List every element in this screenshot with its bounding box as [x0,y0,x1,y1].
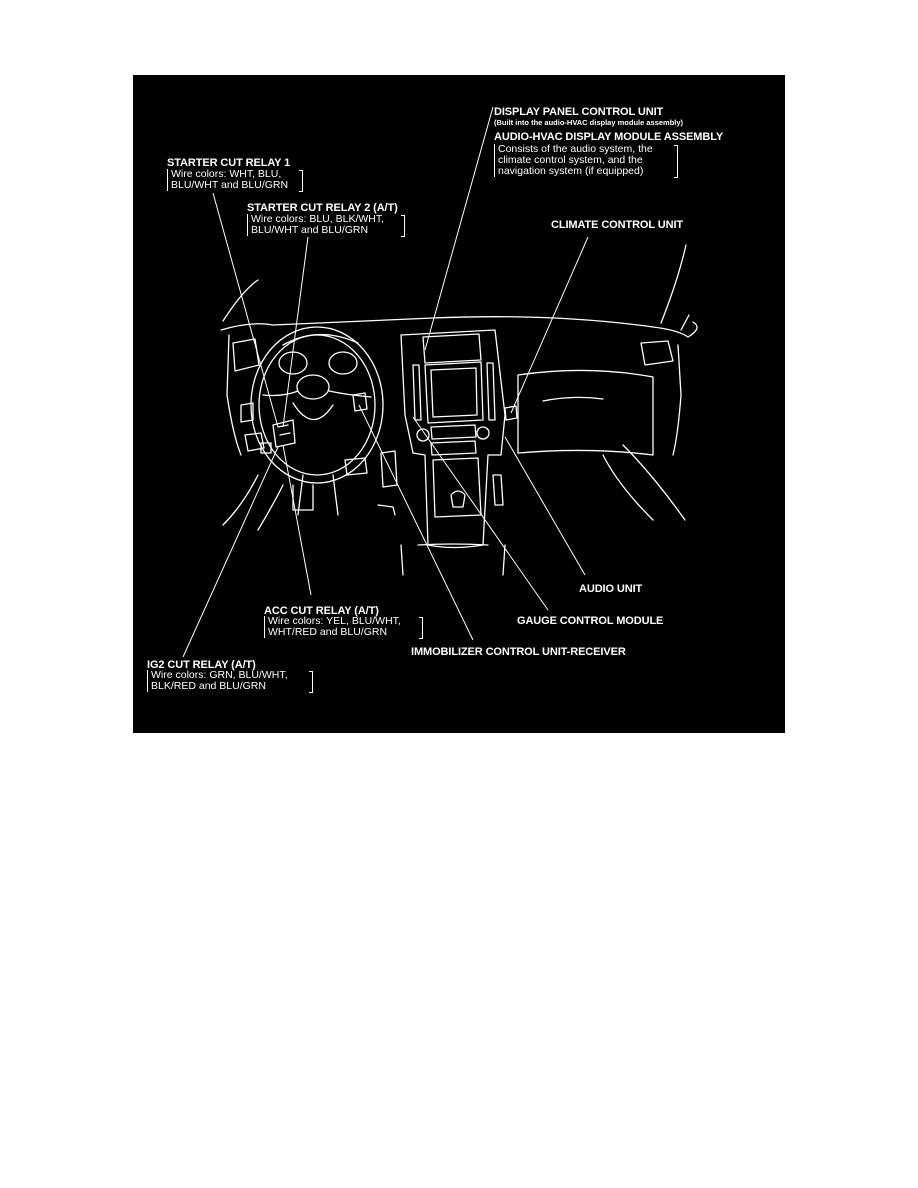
ig2-relay-title: IG2 CUT RELAY (A/T) [147,659,256,671]
label-starter-cut-relay-1 [167,157,291,191]
leader-acc-relay [283,445,311,595]
label-ig2-cut-relay [147,659,288,692]
leader-starter-relay-2 [283,237,308,427]
leader-display-panel [425,107,493,350]
floor-left [293,485,313,510]
audio-hvac-description [494,144,653,177]
starter-relay-1-title: STARTER CUT RELAY 1 [167,157,291,169]
passenger-vent [641,341,673,365]
stack-buttons-right [487,363,495,420]
steering-wheel-outer [251,327,383,483]
ig2-relay-line-2: BLK/RED and BLU/GRN [147,681,288,692]
glovebox-handle [543,397,603,401]
passenger-side [673,345,681,455]
passenger-floor [603,445,685,520]
dashboard-component-diagram [133,75,785,733]
starter-relay-1-bracket [299,170,303,192]
ig2-relay-line-1: Wire colors: GRN, BLU/WHT, [147,670,288,681]
display-panel [425,362,483,423]
display-screen [431,368,477,417]
starter-relay-1-wires [167,169,288,191]
label-gauge-control-module [517,615,663,627]
display-panel-title: DISPLAY PANEL CONTROL UNIT [494,106,664,118]
acc-relay-title: ACC CUT RELAY (A/T) [264,605,379,617]
immobilizer-title: IMMOBILIZER CONTROL UNIT-RECEIVER [411,646,626,658]
label-audio-hvac-module [494,131,724,177]
windshield-pillar-left [223,280,258,321]
gauge-control-title: GAUGE CONTROL MODULE [517,615,664,627]
steering-hub-lower [293,403,333,420]
acc-relay-wires [264,616,401,638]
console [401,544,505,575]
gauge-right [329,352,357,374]
climate-control-title: CLIMATE CONTROL UNIT [551,219,684,231]
audio-unit-title: AUDIO UNIT [579,583,643,595]
steering-hub [297,375,329,399]
label-immobilizer-control-unit [411,646,626,658]
label-climate-control-unit [551,219,683,231]
ig2-relay-bracket [309,671,313,693]
steering-wheel-inner [259,335,375,475]
shifter-area [433,458,481,517]
label-starter-cut-relay-2 [247,202,398,236]
acc-relay-line-1: Wire colors: YEL, BLU/WHT, [264,616,401,627]
knob-right [477,427,489,439]
glovebox [518,370,653,455]
relay-box [273,420,295,447]
audio-hvac-line-2: climate control system, and the [494,155,653,166]
label-audio-unit [579,583,642,595]
audio-slot [431,425,476,439]
leader-gauge-control [413,417,548,610]
windshield-pillar-right [661,245,686,323]
starter-relay-2-wires [247,214,384,236]
acc-relay-line-2: WHT/RED and BLU/GRN [264,627,401,638]
display-hood [423,334,481,363]
leader-climate-control [511,237,588,413]
starter-relay-2-title: STARTER CUT RELAY 2 (A/T) [247,202,398,214]
acc-relay-bracket [419,617,423,639]
starter-relay-1-line-2: BLU/WHT and BLU/GRN [167,180,288,191]
audio-hvac-line-1: Consists of the audio system, the [494,144,653,155]
label-acc-cut-relay [264,605,401,638]
audio-hvac-bracket [674,145,678,178]
starter-relay-2-line-2: BLU/WHT and BLU/GRN [247,225,384,236]
display-panel-note: (Built into the audio-HVAC display module assembly) [494,118,684,127]
stack-buttons-left [413,365,421,420]
dash-top-outline [221,317,697,337]
starter-relay-1-line-1: Wire colors: WHT, BLU, [167,169,288,180]
gauge-left [279,352,307,374]
audio-hvac-line-3: navigation system (if equipped) [494,166,653,177]
floor-right [378,505,395,515]
label-display-panel-control-unit [494,106,683,127]
audio-hvac-title: AUDIO-HVAC DISPLAY MODULE ASSEMBLY [494,131,724,143]
shifter-knob [451,491,465,507]
leader-audio-unit [505,437,585,575]
starter-relay-2-bracket [401,215,405,237]
ig2-relay-wires [147,670,288,692]
console-side [493,475,503,505]
right-pillar [681,315,689,330]
starter-relay-2-line-1: Wire colors: BLU, BLK/WHT, [247,214,384,225]
